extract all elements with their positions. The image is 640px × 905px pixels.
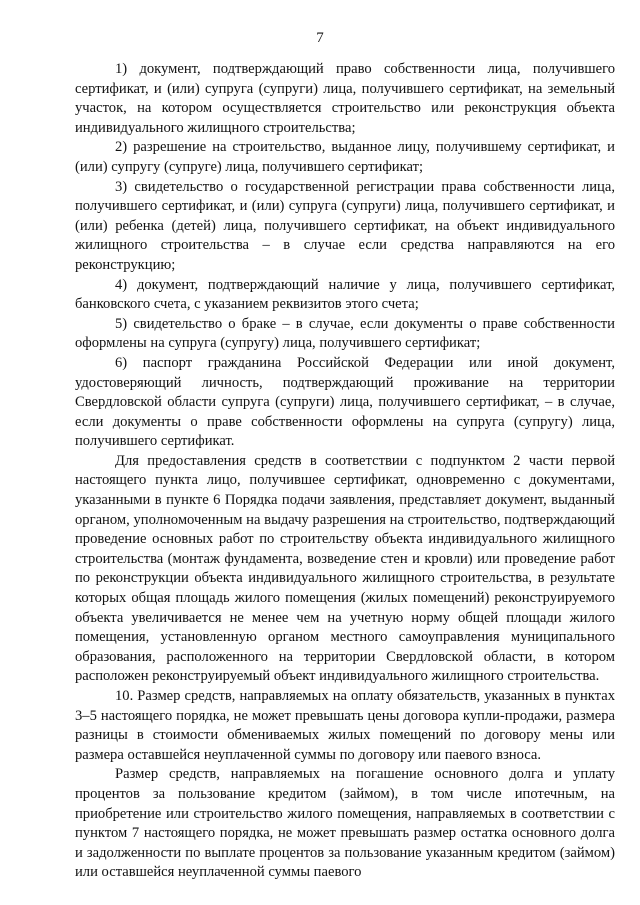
paragraph-item-1: 1) документ, подтверждающий право собственности лица, получившего сертификат, и (или) супруга (супруги) лица, получившего сертификат, на земельный участок, на котором осуществляется строительство или реконструкция объекта индивидуального жилищного строительства; [75,61,615,136]
paragraph-item-4: 4) документ, подтверждающий наличие у лица, получившего сертификат, банковского счета, с указанием реквизитов этого счета; [75,276,615,313]
paragraph-funding-conditions: Для предоставления средств в соответствии с подпунктом 2 части первой настоящего пункта лицо, получившее сертификат, одновременно с документами, указанными в пункте 6 Порядка подачи заявления, представляет документ, выданный органом, уполномоченным на выдачу разрешения на строительство, подтверждающий проведение основных работ по строительству объекта индивидуального жилищного строительства (монтаж фундамента, возведение стен и кровли) или проведение работ по реконструкции объекта индивидуального жилищного строительства, в результате которых общая площадь жилого помещения (жилых помещений) реконструируемого объекта увеличивается не менее чем на учетную норму общей площади жилого помещения, установленную органом местного самоуправления муниципального образования, расположенного на территории Свердловской области, в котором расположен реконструируемый объект индивидуального жилищного строительства. [75,452,615,685]
paragraph-item-3: 3) свидетельство о государственной регистрации права собственности лица, получившего сертификат, и (или) супруга (супруги) лица, получившего сертификат, и (или) ребенка (детей) лица, получившего сертификат, на объект индивидуального жилищного строительства – в случае если средства направляются на его реконструкцию; [75,178,615,273]
paragraph-point-10: 10. Размер средств, направляемых на оплату обязательств, указанных в пунктах 3–5 настоящего порядка, не может превышать цены договора купли-продажи, размера разницы в стоимости обмениваемых жилых помещений по договору мены или размера оставшейся неуплаченной суммы по договору или паевого взноса. [75,688,615,763]
document-body [75,60,615,883]
paragraph-loan-repayment: Размер средств, направляемых на погашение основного долга и уплату процентов за пользование кредитом (займом), в том числе ипотечным, на приобретение или строительство жилого помещения, направляемых в соответствии с пунктом 7 настоящего порядка, не может превышать размер остатка основного долга и задолженности по выплате процентов за пользование указанным кредитом (займом) или оставшейся неуплаченной суммы паевого [75,766,615,881]
paragraph-item-2: 2) разрешение на строительство, выданное лицу, получившему сертификат, и (или) супругу (супруге) лица, получившего сертификат; [75,139,615,175]
paragraph-item-5: 5) свидетельство о браке – в случае, если документы о праве собственности оформлены на супруга (супругу) лица, получившего сертификат; [75,315,615,352]
page-number: 7 [316,30,324,46]
paragraph-item-6: 6) паспорт гражданина Российской Федерации или иной документ, удостоверяющий личность, подтверждающий проживание на территории Свердловской области супруга (супруги) лица, получившего сертификат, – в случае, если документы о праве собственности оформлены на супруга (супругу) лица, получившего сертификат. [75,354,615,450]
